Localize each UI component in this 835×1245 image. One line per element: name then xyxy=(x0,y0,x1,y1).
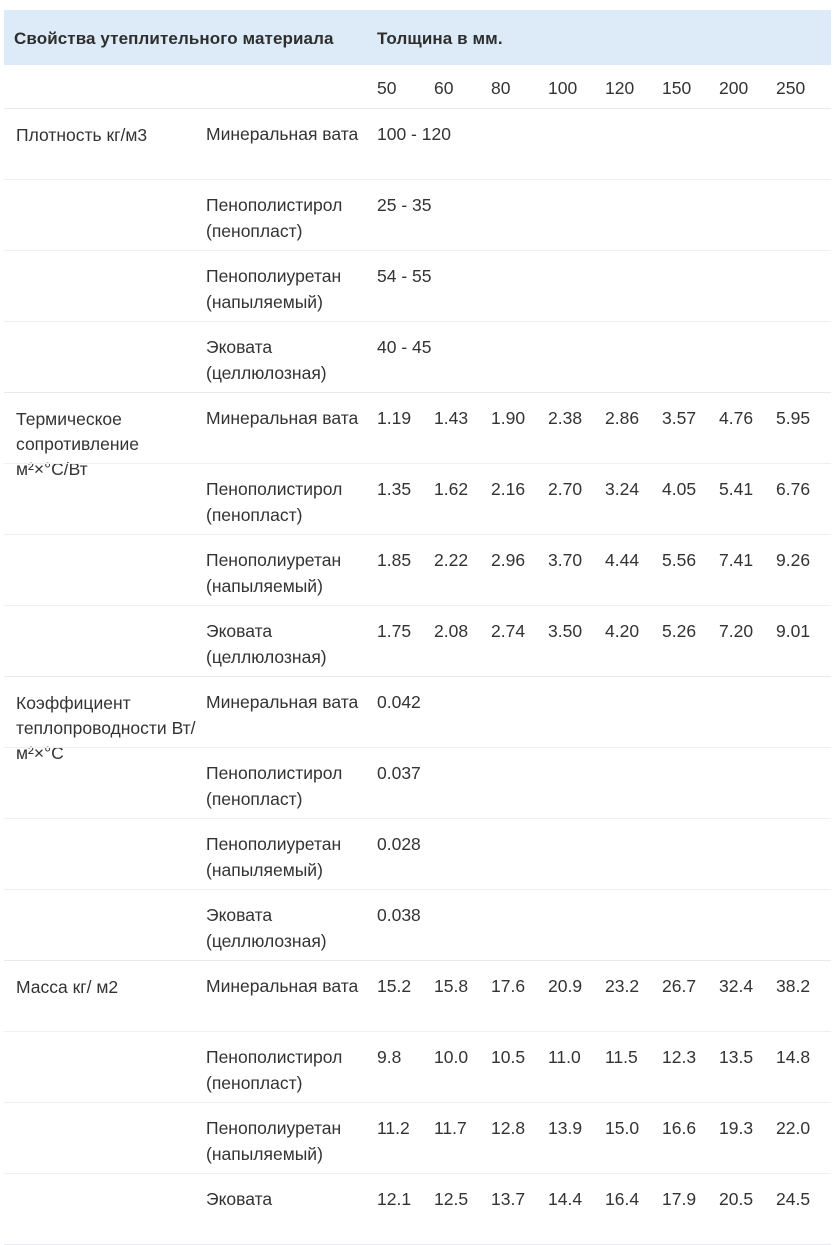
material-name: Эковата (целлюлозная) xyxy=(206,905,327,951)
table-row xyxy=(4,179,831,250)
thickness-200: 200 xyxy=(719,78,749,98)
thickness-150: 150 xyxy=(662,78,692,98)
value-cell: 4.05 xyxy=(662,479,697,499)
material-name: Эковата (целлюлозная) xyxy=(206,621,327,667)
value-cell: 1.35 xyxy=(377,479,412,499)
material-name: Эковата xyxy=(206,1189,273,1209)
value-cell: 12.3 xyxy=(662,1047,697,1067)
material-name: Пенополистирол (пенопласт) xyxy=(206,763,343,809)
value-cell: 12.1 xyxy=(377,1189,412,1209)
value-cell: 0.037 xyxy=(377,763,421,783)
value-cell: 20.9 xyxy=(548,976,583,996)
property-group xyxy=(4,961,831,1245)
value-cell: 1.62 xyxy=(434,479,469,499)
value-cell: 12.8 xyxy=(491,1118,526,1138)
value-cell: 3.50 xyxy=(548,621,583,641)
material-name: Пенополистирол (пенопласт) xyxy=(206,195,343,241)
table-row xyxy=(4,393,831,463)
material-name: Пенополиуретан (напыляемый) xyxy=(206,834,342,880)
value-cell: 3.57 xyxy=(662,408,697,428)
value-cell: 15.8 xyxy=(434,976,469,996)
material-name: Минеральная вата xyxy=(206,692,359,712)
table-row xyxy=(4,818,831,889)
property-group xyxy=(4,393,831,677)
value-cell: 2.96 xyxy=(491,550,526,570)
value-cell: 12.5 xyxy=(434,1189,469,1209)
thickness-250: 250 xyxy=(776,78,806,98)
value-cell: 19.3 xyxy=(719,1118,754,1138)
value-cell: 2.86 xyxy=(605,408,640,428)
thickness-120: 120 xyxy=(605,78,635,98)
value-cell: 20.5 xyxy=(719,1189,754,1209)
value-cell: 0.042 xyxy=(377,692,421,712)
table-row xyxy=(4,889,831,960)
value-cell: 9.8 xyxy=(377,1047,402,1067)
material-name: Пенополистирол (пенопласт) xyxy=(206,479,343,525)
value-cell: 1.19 xyxy=(377,408,412,428)
table-row xyxy=(4,463,831,534)
material-name: Пенополиуретан (напыляемый) xyxy=(206,1118,342,1164)
value-cell: 15.0 xyxy=(605,1118,640,1138)
value-cell: 16.6 xyxy=(662,1118,697,1138)
value-cell: 5.95 xyxy=(776,408,811,428)
thickness-80: 80 xyxy=(491,78,511,98)
value-cell: 4.44 xyxy=(605,550,640,570)
value-cell: 2.70 xyxy=(548,479,583,499)
value-cell: 26.7 xyxy=(662,976,697,996)
value-cell: 2.22 xyxy=(434,550,469,570)
value-cell: 11.2 xyxy=(377,1118,410,1138)
value-cell: 2.74 xyxy=(491,621,526,641)
value-cell: 22.0 xyxy=(776,1118,811,1138)
value-cell: 1.85 xyxy=(377,550,412,570)
value-cell: 1.75 xyxy=(377,621,412,641)
value-cell: 38.2 xyxy=(776,976,811,996)
value-cell: 11.0 xyxy=(548,1047,581,1067)
value-cell: 9.26 xyxy=(776,550,811,570)
table-row xyxy=(4,747,831,818)
table-header xyxy=(4,10,831,65)
table-row xyxy=(4,605,831,676)
value-cell: 3.70 xyxy=(548,550,583,570)
value-cell: 10.0 xyxy=(434,1047,469,1067)
value-cell: 40 - 45 xyxy=(377,337,432,357)
property-label: Коэффициент теплопроводности Вт/м²×°С xyxy=(16,693,196,763)
material-name: Эковата (целлюлозная) xyxy=(206,337,327,383)
insulation-properties-table xyxy=(4,10,831,1245)
material-name: Минеральная вата xyxy=(206,408,359,428)
value-cell: 23.2 xyxy=(605,976,640,996)
property-column-header: Свойства утеплительного материала xyxy=(14,29,334,48)
value-cell: 0.028 xyxy=(377,834,421,854)
table-row xyxy=(4,1102,831,1173)
value-cell: 2.38 xyxy=(548,408,583,428)
value-cell: 25 - 35 xyxy=(377,195,432,215)
value-cell: 32.4 xyxy=(719,976,754,996)
material-name: Пенополиуретан (напыляемый) xyxy=(206,266,342,312)
value-cell: 1.43 xyxy=(434,408,469,428)
value-cell: 13.9 xyxy=(548,1118,583,1138)
value-cell: 7.20 xyxy=(719,621,754,641)
value-cell: 11.5 xyxy=(605,1047,638,1067)
property-label: Масса кг/ м2 xyxy=(16,977,119,997)
value-cell: 24.5 xyxy=(776,1189,811,1209)
value-cell: 4.20 xyxy=(605,621,640,641)
property-label: Термическое сопротивление м²×°С/Вт xyxy=(16,409,140,479)
value-cell: 14.4 xyxy=(548,1189,583,1209)
value-cell: 3.24 xyxy=(605,479,640,499)
value-cell: 9.01 xyxy=(776,621,811,641)
thickness-values-row xyxy=(4,65,831,109)
value-cell: 16.4 xyxy=(605,1189,640,1209)
material-name: Пенополистирол (пенопласт) xyxy=(206,1047,343,1093)
thickness-50: 50 xyxy=(377,78,397,98)
property-group xyxy=(4,109,831,393)
table-row xyxy=(4,677,831,747)
value-cell: 14.8 xyxy=(776,1047,811,1067)
table-row xyxy=(4,534,831,605)
material-name: Минеральная вата xyxy=(206,124,359,144)
thickness-column-header: Толщина в мм. xyxy=(377,29,503,48)
value-cell: 2.16 xyxy=(491,479,526,499)
property-groups xyxy=(4,109,831,1245)
value-cell: 100 - 120 xyxy=(377,124,451,144)
value-cell: 15.2 xyxy=(377,976,412,996)
value-cell: 54 - 55 xyxy=(377,266,432,286)
value-cell: 6.76 xyxy=(776,479,811,499)
value-cell: 13.5 xyxy=(719,1047,754,1067)
value-cell: 5.56 xyxy=(662,550,697,570)
property-group xyxy=(4,677,831,961)
thickness-60: 60 xyxy=(434,78,454,98)
value-cell: 4.76 xyxy=(719,408,754,428)
property-label: Плотность кг/м3 xyxy=(16,125,148,145)
value-cell: 7.41 xyxy=(719,550,754,570)
material-name: Минеральная вата xyxy=(206,976,359,996)
table-row xyxy=(4,109,831,179)
table-row xyxy=(4,250,831,321)
value-cell: 13.7 xyxy=(491,1189,526,1209)
value-cell: 10.5 xyxy=(491,1047,526,1067)
value-cell: 5.26 xyxy=(662,621,697,641)
table-row xyxy=(4,1173,831,1244)
value-cell: 5.41 xyxy=(719,479,754,499)
table-row xyxy=(4,1031,831,1102)
table-row xyxy=(4,961,831,1031)
table-row xyxy=(4,321,831,392)
value-cell: 2.08 xyxy=(434,621,469,641)
value-cell: 17.9 xyxy=(662,1189,697,1209)
material-name: Пенополиуретан (напыляемый) xyxy=(206,550,342,596)
value-cell: 1.90 xyxy=(491,408,526,428)
thickness-100: 100 xyxy=(548,78,578,98)
value-cell: 17.6 xyxy=(491,976,526,996)
value-cell: 11.7 xyxy=(434,1118,467,1138)
value-cell: 0.038 xyxy=(377,905,421,925)
